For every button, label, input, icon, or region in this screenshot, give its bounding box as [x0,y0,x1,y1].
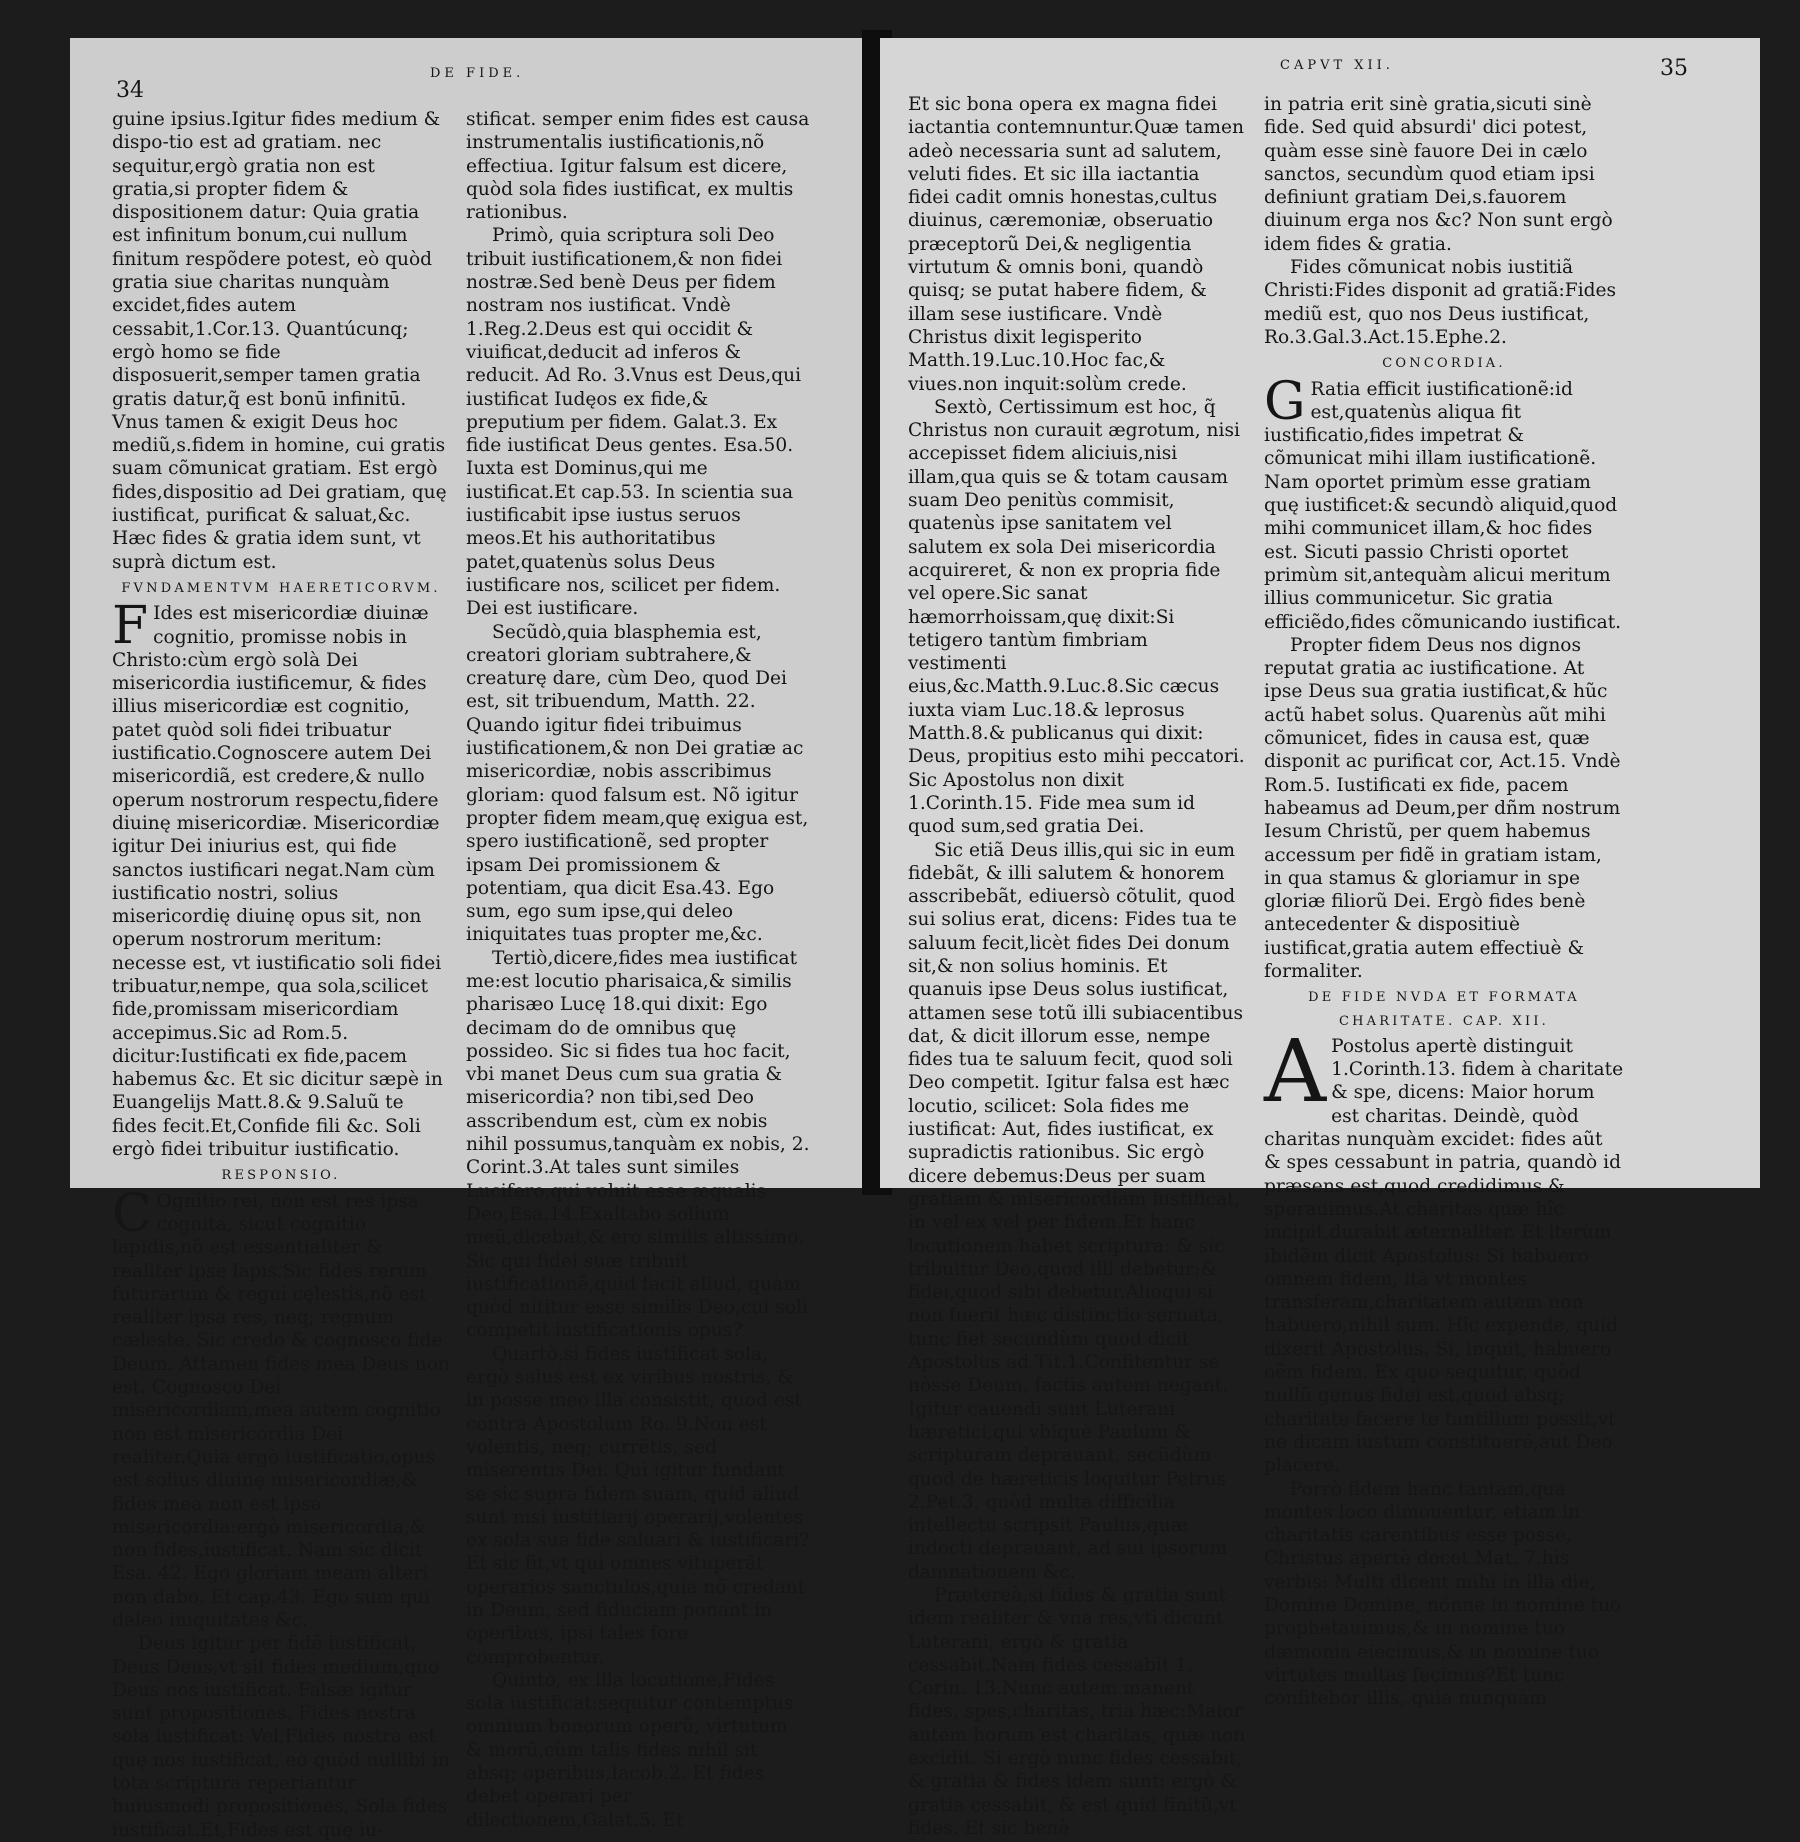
paragraph [1264,1021,1624,1478]
text-column [112,108,450,1841]
paragraph-text: Ides est misericordiæ diuinæ cognitio, promisse nobis in Christo:cùm ergò solà Dei misericordia iustificemur, & fides illius misericordiæ est cognitio, patet quòd soli fidei tribuatur iustificatio.Cognoscere autem Dei misericordiã, est credere,& nullo operum nostrorum respectu,fidere diuinę misericordiæ. Misericordiæ igitur Dei iniurius est, qui fide sanctos iustificari negat.Nam cùm iustificatio nostri, solius misericordię diuinę opus sit, non operum nostrorum meritum: necesse est, vt iustificatio soli fidei tribuatur,nempe, qua sola,scilicet fide,promissam misericordiam accepimus.Sic ad Rom.5. dicitur:Iustificati ex fide,pacem habemus &c. Et sic dicitur sæpè in Euangelijs Matt.8.& 9.Saluũ te fides fecit.Et,Confide fili &c. Soli ergò fidei tribuitur iustificatio. [112,603,443,1161]
paragraph-text: Quartò,si fides iustificat sola, ergò salus est ex viribus nostris, & in posse meo illa consistit, quod est contra Apostolum Ro. 9.Non est volentis, neq; currẽtis, sed miserentis Dei. Qui igitur fundant se sic supra fidem suam, quid aliud sunt nisi iustitiarij operarij,volentes ex sola sua fide saluari & iustificari?Et sic fit,vt qui omnes vituperãt operarios sanctulos,quia nõ credant in Deum, sed fiduciam ponant in operibus, ipsi tales fore comprobentur. [466,1343,810,1668]
paragraph-text: Deus igitur per fidẽ iustificat, Deus Deus,vt sit fides medium,quo Deus nos iustificat. Falsæ igitur sunt propositiones, Fides nostra sola iustificat: Vel,Fides nostra est quę nos iustificat, eò quòd nullibi in tota scriptura reperiantur huiusmodi propositiones, Sola fides iustificat.Et,Fides est quę iu- [112,1633,450,1841]
paragraph-text: guine ipsius.Igitur fides medium & dispo-tio est ad gratiam. nec sequitur,ergò gratia non est gratia,si propter fidem & dispositionem datur: Quia gratia est infinitum bonum,cui nullum finitum respõdere potest, eò quòd gratia siue charitas nunquàm excidet,fides autem cessabit,1.Cor.13. Quantúcunq; ergò homo se fide disposuerit,semper tamen gratia gratis datur,q̃ est bonū infinitū. Vnus tamen & exigit Deus hoc mediũ,s.fidem in homine, cui gratis suam cõmunicat gratiam. Est ergò fides,dispositio ad Dei gratiam, quę iustificat, purificat & saluat,&c. Hæc fides & gratia idem sunt, vt suprà dictum est. [112,109,447,573]
drop-cap: F [112,596,149,657]
paragraph [1264,256,1624,349]
paragraph-text: Tertiò,dicere,fides mea iustificat me:est locutio pharisaica,& similis pharisæo Lucę 18.qui dixit: Ego decimam do de omnibus quę possideo. Sic si fides tua hoc facit, vbi manet Deus cum sua gratia & misericordia? non tibi,sed Deo asscribendum est, cùm ex nobis nihil possumus,tanquàm ex nobis, 2. Corint.3.At tales sunt similes Lucifero,qui voluit esse æqualis Deo,Esa.14.Exaltabo solium meũ,dicebat,& ero similis altissimo. Sic qui fidei suæ tribuit iustificationẽ,quid facit aliud, quàm quòd nititur esse similis Deo,cui soli competit iustificationis opus? [466,947,810,1342]
section-heading: RESPONSIO. [221,1168,341,1184]
paragraph [1264,93,1624,256]
paragraph [466,108,810,224]
running-head: DE FIDE. [430,66,525,81]
paragraph-text: Secũdò,quia blasphemia est, creatori gloriam subtrahere,& creaturę dare, cùm Deo, quod Dei est, sit tribuendum, Matth. 22. Quando igitur fidei tribuimus iustificationem,& non Dei gratiæ ac misericordiæ, nobis asscribimus gloriam: quod falsum est. Nõ igitur propter fidem meam,quę exigua est, spero iustificationẽ, sed propter ipsam Dei promissionem & potentiam, qua dicit Esa.43. Ego sum, ego sum ipse,qui deleo iniquitates tuas propter me,&c. [466,621,809,946]
paragraph [466,224,810,620]
paragraph-text: Primò, quia scriptura soli Deo tribuit iustificationem,& non fidei nostræ.Sed benè Deus per fidem nostram nos iustificat. Vndè 1.Reg.2.Deus est qui occidit & viuificat,deducit ad inferos & reducit. Ad Ro. 3.Vnus est Deus,qui iustificat Iudęos ex fide,& preputium per fidem. Galat.3. Ex fide iustificat Deus gentes. Esa.50. Iuxta est Dominus,qui me iustificat.Et cap.53. In scientia sua iustificabit ipse iustus seruos meos.Et his authoritatibus patet,quatenùs solus Deus iustificare nos, scilicet per fidem. Dei est iustificare. [466,225,802,620]
paragraph-text: Porrò fidem hanc tantam,qua montes loco dimouentur, etiam in charitatis carentibus esse posse, Christus apertè docet Mat. 7.his verbis: Multi dicent mihi in illa die, Domine Domine, nónne in nomine tuo prophetauimus,& in nomine tuo dæmonia eiecimus,& in nomine tuo virtutes multas fecimus?Et tunc confitebor illis, quia nunquàm [1264,1478,1622,1710]
text-column [466,108,810,1831]
paragraph-text: in patria erit sinè gratia,sicuti sinè fide. Sed quid absurdi' dici potest, quàm esse sinè fauore Dei in cælo sanctos, secundùm quod etiam ipsi definiunt gratiam Dei,s.fauorem diuinum erga nos &c? Non sunt ergò idem fides & gratia. [1264,94,1613,255]
paragraph-text: Prætereà,si fides & gratia sunt idem realiter & vna res,vtì dicunt Luterani, ergò & gratia cessabit.Nam fides cessabit 1. Corin. 13.Nunc autem manent fides, spes,charitas, tria hæc:Maior autem horum est charitas, quæ non excidit. Si ergò nunc fides cessabit, & gratia & fides idem sunt: ergò & gratia cessabit, & est quid finitũ,vt fides. Et sic benè [908,1585,1246,1839]
paragraph [466,947,810,1343]
section-heading: CONCORDIA. [1382,356,1506,372]
paragraph [466,1669,810,1832]
paragraph-text: Quintò, ex illa locutione,Fides sola iustificat:sequitur contemptus omnium bonorum operũ, virtutum & morũ,cùm talis fides nihil sit absq; operibus,Iacob.2. Et fides debet operari per dilectionem,Galat.5. Et [466,1669,794,1831]
paragraph [908,839,1246,1585]
paragraph [908,93,1246,396]
running-head: CAPVT XII. [1280,58,1394,73]
paragraph-text: Ratia efficit iustificationẽ:id est,quatenùs aliqua fit iustificatio,fides impetrat & cõmunicat mihi illam iustificationẽ. Nam oportet primùm esse gratiam quę iustificet:& secundò aliquid,quod mihi communicet illam,& hoc fides est. Sicuti passio Christi oportet primùm sit,antequàm alicui meritum illius communicetur. Sic gratia efficiẽdo,fides cõmunicando iustificat. [1264,378,1622,633]
page-number: 35 [1660,56,1688,81]
drop-cap: C [112,1183,152,1244]
drop-cap: A [1264,1021,1327,1122]
paragraph-text: Sic etiã Deus illis,qui sic in eum fidebãt, & illi salutem & honorem asscribebãt, ediuersò cõtulit, quod sui solius erat, dicens: Fides tua te saluum fecit,licèt fides Dei donum sit,& non solius hominis. Et quanuis ipse Deus solus iustificat, attamen sese totũ illi subiacentibus dat, & dicit illorum esse, nempe fides tua te saluum fecit, quod soli Deo competit. Igitur falsa est hæc locutio, scilicet: Sola fides me iustificat: Aut, fides iustificat, ex supradictis rationibus. Sic ergò dicere debemus:Deus per suam gratiam & misericordiam iustificat, in vel ex vel per fidem.Et hanc locutionem habet scriptura: & sic tribuitur Deo,quod illi debetur:& fidei,quod sibi debetur.Alioqui si non fuerit hæc distinctio seruata, tunc fiet secundùm quod dicit Apostolus ad Tit.1.Confitentur se nòsse Deum, factis autem negant. Igitur cauendi sunt Luterani hæretici,qui vbiquè Paulum & scripturam deprauant, secũdùm quod de hæreticis loquitur Petrus 2.Pet.3. quòd multa difficilia intellectu scripsit Paulus,quæ indocti deprauant, ad sui ipsorum damnationem &c. [908,839,1244,1583]
paragraph [1264,634,1624,983]
paragraph [908,1584,1246,1840]
paragraph-text: Propter fidem Deus nos dignos reputat gratia ac iustificatione. At ipse Deus sua gratia iustificat,& hũc actũ habet solus. Quarenùs aũt mihi cõmunicet, fides in causa est, quæ disponit ac purificat cor, Act.15. Vndè Rom.5. Iustificati ex fide, pacem habeamus ad Deum,per dñm nostrum Iesum Christũ, per quem habemus accessum per fidẽ in gratiam istam, in qua stamus & gloriamur in spe gloriæ filiorũ Dei. Ergò fides benè antecedenter & dispositiuè iustificat,gratia autem effectiuè & formaliter. [1264,634,1621,982]
section-heading: FVNDAMENTVM HAERETICORVM. [121,580,441,596]
paragraph [466,621,810,947]
section-heading: DE FIDE NVDA ET FORMATA CHARITATE. CAP. XII. [1308,990,1580,1029]
right-page [880,38,1760,1839]
paragraph [1264,1478,1624,1711]
paragraph [112,1632,450,1842]
paragraph [1264,371,1624,634]
paragraph-text: Ognitio rei, non est res ipsa cognita, sicut cognitio lapidis,nõ est essentialiter & realiter ipse lapis.Sic fides rerum futurarum & regni cęlestis,nõ est realiter ipsa res, neq; regnum cæleste. Sic credo & cognosco fide Deum. Attamen fides mea Deus non est. Cognosco Dei misericordiam,mea autem cognitio non est misericordia Dei realiter.Quia ergò iustificatio,opus est solius diuinę misericordiæ,& fides mea non est ipsa misericordia:ergò misericordia,& non fides,iustificat. Nam sic dicit Esa. 42. Ego gloriam meam alteri non dabo. Et cap.43. Ego sum qui deleo iniquitates &c. [112,1190,450,1631]
paragraph-text: stificat. semper enim fides est causa instrumentalis iustificationis,nõ effectiua. Igitur falsum est dicere, quòd sola fides iustificat, ex multis rationibus. [466,109,810,224]
text-column [1264,93,1624,1710]
paragraph [112,1183,450,1633]
paragraph [112,596,450,1161]
drop-cap: G [1264,371,1306,432]
text-column [908,93,1246,1839]
paragraph-text: Sextò, Certissimum est hoc, q̃ Christus non curauit ægrotum, nisi accepisset fidem aliciuis,nisi illam,qua quis se & totam causam suam Deo penitùs commisit, quatenùs ipse sanitatem vel salutem ex sola Dei misericordia acquireret, & non ex propria fide vel opere.Sic sanat hæmorrhoissam,quę dixit:Si tetigero tantùm fimbriam vestimenti eius,&c.Matth.9.Luc.8.Sic cæcus iuxta viam Luc.18.& leprosus Matth.8.& publicanus qui dixit: Deus, propitius esto mihi peccatori. Sic Apostolus non dixit 1.Corinth.15. Fide mea sum id quod sum,sed gratia Dei. [908,396,1245,838]
left-page [70,38,870,1841]
paragraph-text: Postolus apertè distinguit 1.Corinth.13. fidem à charitate & spe, dicens: Maior horum est charitas. Deindè, quòd charitas nunquàm excidet: fides aũt & spes cessabunt in patria, quandò id præsens est,quod credidimus & sperauimus.At charitas quæ hîc incipit,durabit æternaliter. Et iterùm ibidẽm dicit Apostolus: Si habuero omnem fidem, ità vt montes transferam,charitatem autem non habuero,nihil sum. Hîc expende, quid dixerit Apostolus. Si, inquit, habuero oẽm fidem. Ex quo sequitur, quòd nullũ genus fidei est,quod absq; charitate facere te tantillum possit,vt ne dicam iustum constitueré,aut Deo placere. [1264,1035,1624,1477]
paragraph [112,108,450,574]
paragraph [466,1343,810,1669]
paragraph-text: Et sic bona opera ex magna fidei iactantia contemnuntur.Quæ tamen adeò necessaria sunt ad salutem, veluti fides. Et sic illa iactantia fidei cadit omnis honestas,cultus diuinus, cæremoniæ, obseruatio præceptorũ Dei,& negligentia virtutum & omnis boni, quandò quisq; se putat habere fidem, & illam sese iustificare. Vndè Christus dixit legisperito Matth.19.Luc.10.Hoc fac,& viues.non inquit:solùm crede. [908,94,1244,395]
paragraph [908,396,1246,839]
page-number: 34 [116,78,144,103]
paragraph-text: Fides cõmunicat nobis iustitiã Christi:Fides disponit ad gratiã:Fides mediũ est, quo nos Deus iustificat, Ro.3.Gal.3.Act.15.Ephe.2. [1264,257,1617,348]
